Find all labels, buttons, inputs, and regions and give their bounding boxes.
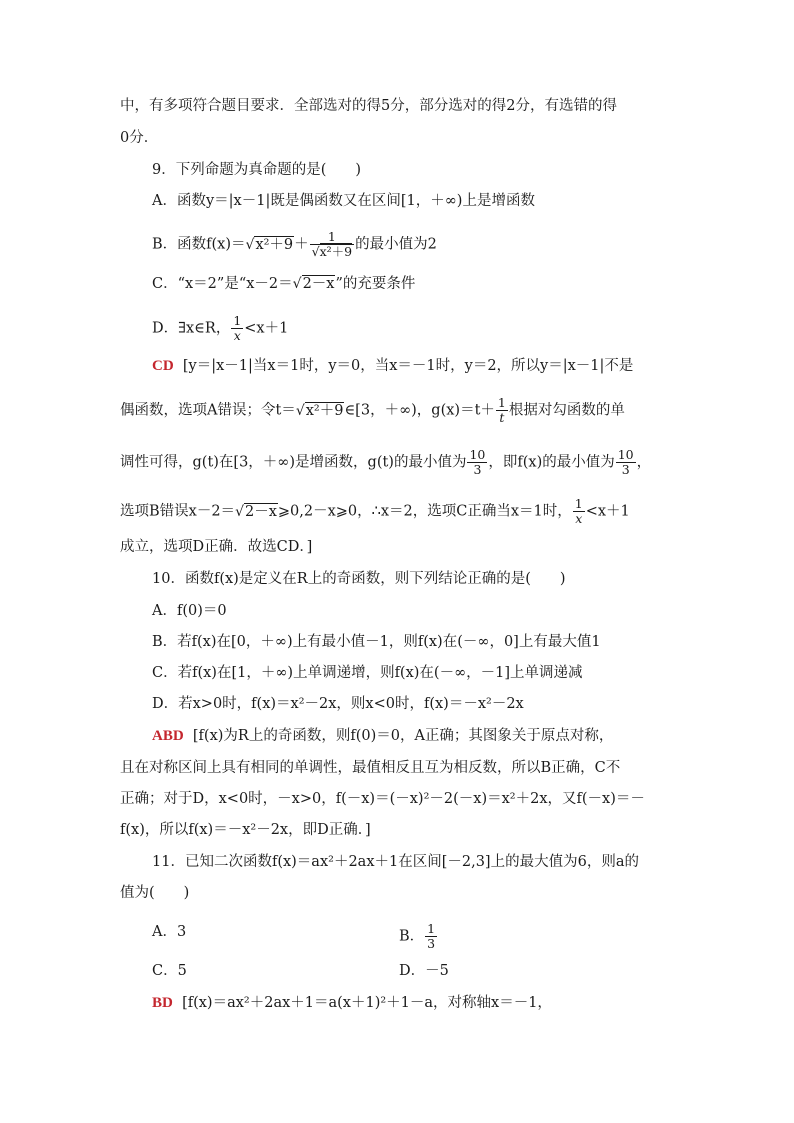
sqrt-expression: √2－x (235, 503, 277, 520)
q11-option-b: B． $\frac{1}{3}$ (399, 921, 436, 951)
q9-option-b-post: 的最小值为2 (355, 236, 437, 253)
q10-option-c: C．若f(x)在[1，＋∞)上单调递增，则f(x)在(－∞，－1]上单调递减 (152, 665, 583, 681)
q9-option-b-pre: B．函数f(x)＝ (152, 236, 246, 253)
fraction: $\frac{1}{3}$ (427, 921, 436, 951)
q11-answer: BD (152, 995, 173, 1011)
q10-answer: ABD (152, 728, 184, 744)
q11-option-a: A．3 (152, 924, 187, 940)
q11-solution-line-1: BD [f(x)＝ax²＋2ax＋1＝a(x＋1)²＋1－a，对称轴x＝－1， (152, 995, 552, 1011)
q9-solution-line-4: 选项B错误x－2＝√2－x⩾0,2－x⩾0，∴x＝2，选项C正确当x＝1时， $\frac{1}{x}$ <x＋1 (120, 496, 630, 526)
q9-option-c (152, 274, 415, 294)
intro-line-2: 0分． (120, 130, 159, 146)
q9-solution-line-1: CD [y＝|x－1|当x＝1时，y＝0，当x＝－1时，y＝2，所以y＝|x－1|不是 (152, 358, 634, 374)
q9-answer: CD (152, 358, 174, 374)
sqrt-expression: √x²＋9 (245, 236, 294, 253)
q11-stem-line-1: 11．已知二次函数f(x)＝ax²＋2ax＋1在区间[－2,3]上的最大值为6，则a的 (152, 854, 639, 870)
q9-option-d-post: <x＋1 (244, 320, 289, 337)
plus-sign: ＋ (294, 236, 309, 253)
q10-option-a: A．f(0)＝0 (152, 603, 227, 619)
intro-line-1: 中，有多项符合题目要求．全部选对的得5分，部分选对的得2分，有选错的得 (120, 98, 617, 114)
q9-option-b (152, 230, 437, 259)
q11-stem-line-2: 值为( ) (120, 885, 190, 901)
q9-option-c-post: ”的充要条件 (335, 276, 416, 292)
q9-option-c-pre: C．“x＝2”是“x－2＝ (152, 276, 293, 292)
q11-option-d: D．－5 (399, 963, 449, 979)
q9-solution-line-2: 偶函数，选项A错误；令t＝√x²＋9∈[3，＋∞)，g(x)＝t＋ $\frac{1}{t}$ 根据对勾函数的单 (120, 395, 625, 425)
q10-solution-line-3: 正确；对于D，x<0时，－x>0，f(－x)＝(－x)²－2(－x)＝x²＋2x，又f(－x)＝－ (120, 791, 645, 807)
sqrt-expression: √x²＋9 (295, 402, 344, 419)
q9-option-d (152, 314, 288, 343)
q9-solution-line-5: 成立，选项D正确．故选CD．] (120, 539, 313, 555)
fraction: $\frac{10}{3}$ (469, 447, 486, 477)
q9-solution-line-3: 调性可得，g(t)在[3，＋∞)是增函数，g(t)的最小值为 $\frac{10}{3}$ ，即f(x)的最小值为 $\frac{10}{3}$ ， (120, 447, 652, 477)
q10-solution-line-4: f(x)，所以f(x)＝－x²－2x，即D正确．] (120, 822, 371, 838)
q10-solution-line-1: ABD [f(x)为R上的奇函数，则f(0)＝0，A正确；其图象关于原点对称， (152, 728, 614, 744)
fraction: $\frac{1}{x}$ (574, 496, 583, 526)
q10-option-b: B．若f(x)在[0，＋∞)上有最小值－1，则f(x)在(－∞，0]上有最大值1 (152, 634, 601, 650)
q10-solution-line-2: 且在对称区间上具有相同的单调性，最值相反且互为相反数，所以B正确，C不 (120, 760, 621, 776)
sqrt-expression: √2－x (292, 276, 335, 292)
q9-option-d-pre: D．∃x∈R， (152, 320, 231, 337)
q10-option-d: D．若x>0时，f(x)＝x²－2x，则x<0时，f(x)＝－x²－2x (152, 696, 524, 712)
q9-stem: 9．下列命题为真命题的是( ) (152, 162, 362, 178)
fraction: $\frac{1}{t}$ (497, 395, 506, 425)
q10-stem: 10．函数f(x)是定义在R上的奇函数，则下列结论正确的是( ) (152, 571, 566, 587)
q9-option-a: A．函数y＝|x－1|既是偶函数又在区间[1，＋∞)上是增函数 (152, 193, 535, 209)
fraction: $\frac{1}{\text{√x²＋9}}$ (311, 229, 353, 259)
fraction: $\frac{1}{x}$ (233, 313, 242, 343)
fraction: $\frac{10}{3}$ (617, 447, 634, 477)
q11-option-c: C．5 (152, 963, 187, 979)
